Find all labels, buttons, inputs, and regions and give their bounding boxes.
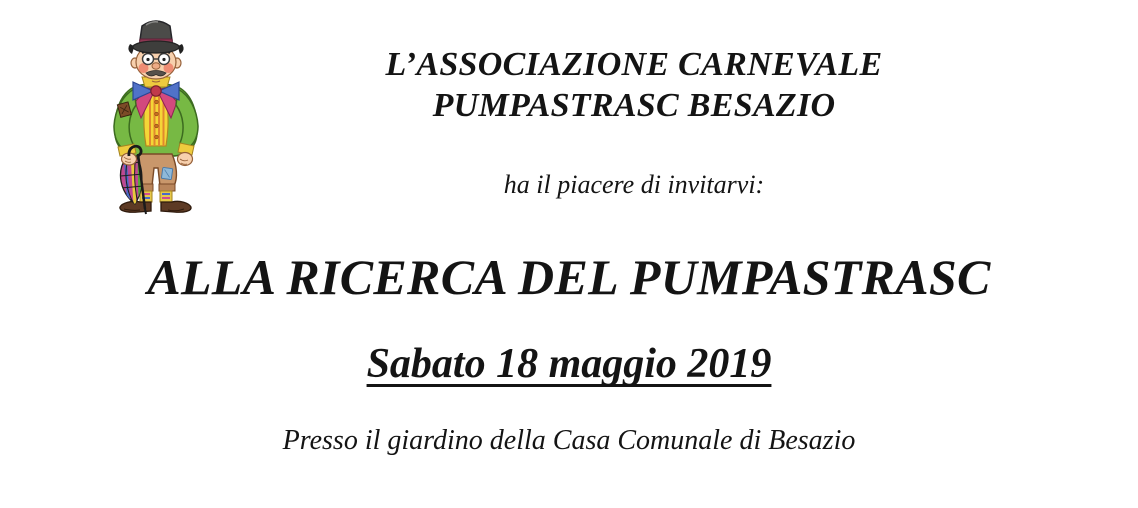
event-title: ALLA RICERCA DEL PUMPASTRASC (147, 249, 991, 305)
org-title-block (130, 44, 1138, 126)
org-name-line2: PUMPASTRASC BESAZIO (432, 87, 836, 124)
event-date-row (0, 341, 1138, 387)
event-date: Sabato 18 maggio 2019 (366, 341, 772, 387)
org-name-line1: L’ASSOCIAZIONE CARNEVALE (385, 46, 883, 83)
event-location: Presso il giardino della Casa Comunale di Besazio (282, 425, 856, 456)
invite-line: ha il piacere di invitarvi: (503, 170, 765, 199)
